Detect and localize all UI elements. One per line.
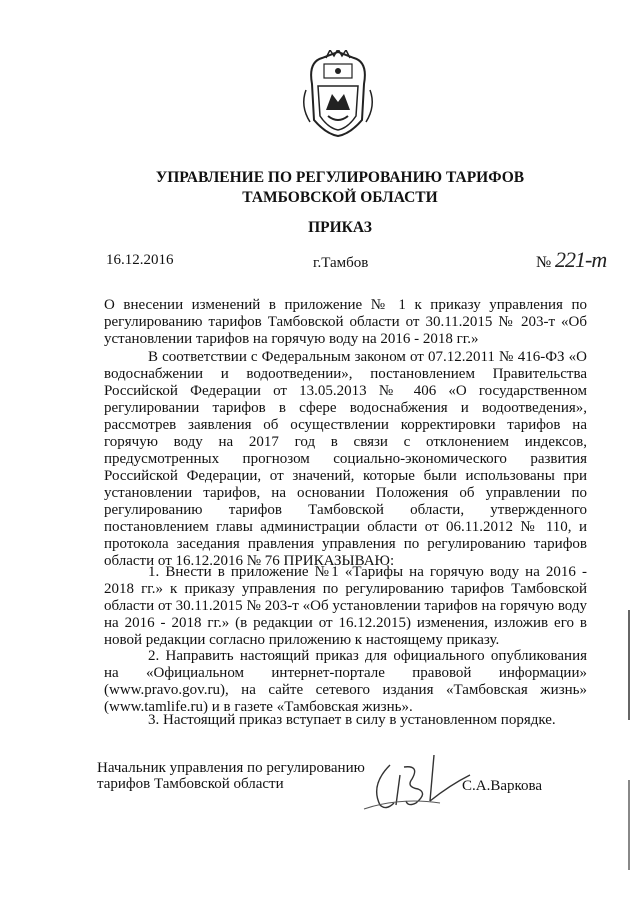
scan-edge-mark bbox=[628, 780, 630, 870]
scan-edge-mark bbox=[628, 610, 630, 720]
signatory-role-line-2: тарифов Тамбовской области bbox=[97, 776, 284, 792]
order-item-2: 2. Направить настоящий приказ для официального опубликования на «Официальном интернет-портале правовой информации» (www.pravo.gov.ru), на сайте сетевого издания «Тамбовская жизнь» (www.tamlife.ru) и в газете «Тамбовская жизнь». bbox=[104, 648, 587, 715]
document-number-handwritten: 221-т bbox=[555, 247, 607, 272]
signatory-name: С.А.Варкова bbox=[462, 778, 543, 794]
signatory-role-line-1: Начальник управления по регулированию bbox=[97, 760, 365, 776]
preamble-paragraph: В соответствии с Федеральным законом от 07.12.2011 № 416-ФЗ «О водоснабжении и водоотведении», постановлением Правительства Российской Федерации от 13.05.2013 № 406 «О государственном регулировании тарифов в сфере водоснабжения и водоотведения», рассмотрев заявления об осуществлении корректировки тарифов на горячую воду на 2017 год в связи с отклонением индексов, предусмотренных прогнозом социально-экономического развития Российской Федерации, от значений, которые были использованы при установлении тарифов, на основании Положения об управлении по регулированию тарифов Тамбовской области, утвержденного постановлением главы администрации области от 06.11.2012 № 110, и протокола заседания правления управления по регулированию тарифов области от 16.12.2016 № 76 ПРИКАЗЫВАЮ: bbox=[104, 349, 587, 569]
agency-heading bbox=[60, 168, 620, 208]
agency-line-1: УПРАВЛЕНИЕ ПО РЕГУЛИРОВАНИЮ ТАРИФОВ bbox=[155, 169, 525, 186]
document-type-title: ПРИКАЗ bbox=[308, 219, 372, 236]
document-subject: О внесении изменений в приложение № 1 к приказу управления по регулированию тарифов Тамбовской области от 30.11.2015 № 203-т «Об установлении тарифов на горячую воду на 2016 - 2018 гг.» bbox=[104, 297, 587, 347]
document-city: г.Тамбов bbox=[313, 255, 369, 271]
signatory-role bbox=[97, 760, 365, 792]
document-number-label: № bbox=[536, 254, 552, 271]
order-item-3: 3. Настоящий приказ вступает в силу в установленном порядке. bbox=[148, 712, 556, 728]
document-date: 16.12.2016 bbox=[106, 252, 174, 268]
coat-of-arms-emblem bbox=[298, 50, 378, 138]
order-item-1: 1. Внести в приложение №1 «Тарифы на горячую воду на 2016 - 2018 гг.» к приказу управления по регулированию тарифов Тамбовской области от 30.11.2015 № 203-т «Об установлении тарифов на горячую воду на 2016 - 2018 гг.» (в редакции от 16.12.2015) изменения, изложив его в новой редакции согласно приложению к настоящему приказу. bbox=[104, 564, 587, 648]
agency-line-2: ТАМБОВСКОЙ ОБЛАСТИ bbox=[242, 189, 438, 206]
